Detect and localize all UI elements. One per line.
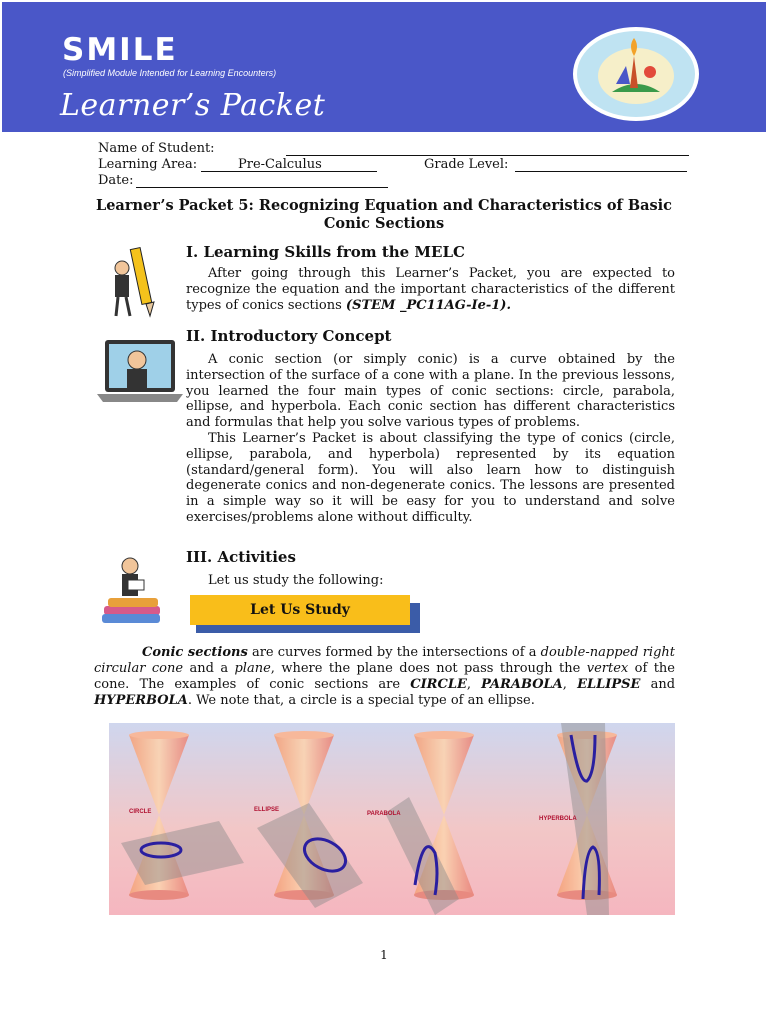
- learning-area-value: Pre-Calculus: [238, 157, 322, 172]
- section-3-heading: III. Activities: [186, 548, 296, 566]
- label-ellipse: ELLIPSE: [254, 807, 280, 813]
- def-term-cone: double-napped right circular cone: [94, 645, 675, 676]
- melc-code: (STEM _PC11AG-Ie-1).: [345, 297, 511, 313]
- def-term-ellipse: ELLIPSE: [577, 677, 641, 692]
- brand-name: SMILE: [62, 32, 178, 68]
- grade-level-label: Grade Level:: [424, 157, 509, 172]
- section-1-heading: I. Learning Skills from the MELC: [186, 243, 465, 261]
- def-text: and: [640, 677, 676, 692]
- grade-level-line: [515, 171, 687, 172]
- def-term-parabola: PARABOLA: [481, 677, 563, 692]
- section-1-body: After going through this Learner’s Packet, you are expected to recognize the equation and the important characteristics of the different types of conics sections: [186, 266, 675, 313]
- page-number: 1: [380, 948, 388, 962]
- student-name-row: [98, 141, 215, 156]
- def-term-vertex: vertex: [586, 661, 629, 676]
- def-text: , where the plane does not pass through the: [270, 661, 587, 676]
- def-text: of the cone. The examples of conic sections are: [94, 661, 676, 692]
- learning-area-label: Learning Area:: [98, 157, 198, 172]
- date-label: Date:: [98, 173, 134, 188]
- def-term-conic-sections: Conic sections: [142, 645, 248, 660]
- pencil-character-icon: [108, 246, 156, 320]
- conic-definition: [94, 645, 675, 709]
- section-1-text: [186, 266, 675, 313]
- section-2-text: [186, 352, 675, 526]
- header-banner: [2, 2, 766, 132]
- laptop-teacher-icon: [97, 336, 183, 406]
- student-name-line: [286, 155, 689, 156]
- label-circle: CIRCLE: [129, 809, 152, 815]
- packet-label: Learner’s Packet: [60, 88, 326, 123]
- deped-seal-logo: [572, 26, 700, 122]
- def-term-hyperbola: HYPERBOLA: [94, 693, 188, 708]
- student-name-label: Name of Student:: [98, 141, 215, 156]
- section-3-intro: Let us study the following:: [208, 573, 384, 588]
- def-term-plane: plane: [234, 661, 271, 676]
- def-text: . We note that, a circle is a special type of an ellipse.: [187, 693, 535, 708]
- section-2-paragraph-1: A conic section (or simply conic) is a curve obtained by the intersection of the surface of a cone with a plane. In the previous lessons, you learned the four main types of conic sections: circle, parabola, ellipse, and hyperbola. Each conic section has different characteristics and formulas that help you solve various types of problems.: [186, 352, 675, 431]
- def-text: ,: [466, 677, 482, 692]
- def-text: ,: [562, 677, 578, 692]
- brand-subtitle: (Simplified Module Intended for Learning Encounters): [63, 68, 277, 78]
- def-term-circle: CIRCLE: [410, 677, 467, 692]
- learning-area-row: [98, 157, 197, 172]
- section-2-heading: II. Introductory Concept: [186, 327, 392, 345]
- packet-title: Learner’s Packet 5: Recognizing Equation and Characteristics of Basic Conic Sections: [96, 197, 672, 232]
- let-us-study-box: Let Us Study: [190, 595, 410, 625]
- def-text: and a: [183, 661, 235, 676]
- books-reader-icon: [100, 556, 164, 626]
- section-2-paragraph-2: This Learner’s Packet is about classifying the type of conics (circle, ellipse, parabola, and hyperbola) represented by its equation (standard/general form). You will also learn how to distinguish degenerate conics and non-degenerate conics. The lessons are presented in a simple way so it will be easy for you to understand and solve exercises/problems alone without difficulty.: [186, 430, 675, 525]
- label-parabola: PARABOLA: [367, 811, 401, 817]
- conic-sections-figure: [109, 723, 675, 915]
- date-line: [136, 187, 388, 188]
- date-row: [98, 173, 133, 188]
- label-hyperbola: HYPERBOLA: [539, 816, 577, 822]
- def-text: are curves formed by the intersections of a: [247, 645, 541, 660]
